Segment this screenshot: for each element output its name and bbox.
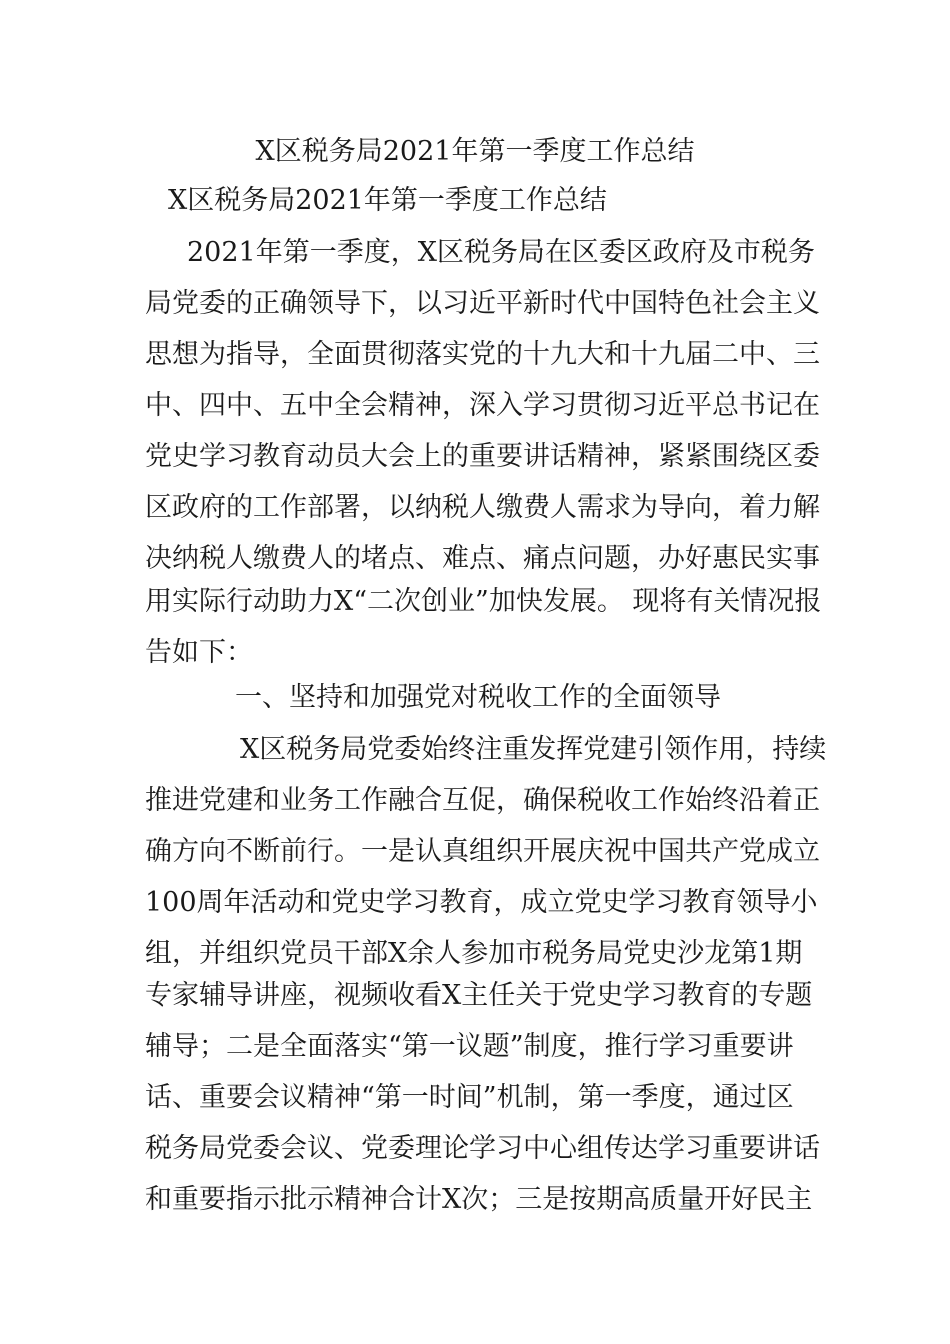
body-line: 党史学习教育动员大会上的重要讲话精神，紧紧围绕区委 bbox=[145, 441, 820, 472]
body-line: 确方向不断前行。一是认真组织开展庆祝中国共产党成立 bbox=[145, 836, 820, 867]
body-line: 中、四中、五中全会精神，深入学习贯彻习近平总书记在 bbox=[145, 390, 820, 421]
body-line: 告如下： bbox=[145, 637, 253, 668]
body-line: 思想为指导，全面贯彻落实党的十九大和十九届二中、三 bbox=[145, 339, 820, 370]
body-line: 推进党建和业务工作融合互促，确保税收工作始终沿着正 bbox=[145, 785, 820, 816]
body-line: 100周年活动和党史学习教育，成立党史学习教育领导小 bbox=[145, 887, 818, 918]
body-line: 和重要指示批示精神合计X次；三是按期高质量开好民主 bbox=[145, 1184, 813, 1215]
body-line: 局党委的正确领导下，以习近平新时代中国特色社会主义 bbox=[145, 288, 820, 319]
body-line: 区政府的工作部署，以纳税人缴费人需求为导向，着力解 bbox=[145, 492, 820, 523]
body-line: 决纳税人缴费人的堵点、难点、痛点问题，办好惠民实事 bbox=[145, 543, 820, 574]
body-line: X区税务局党委始终注重发挥党建引领作用，持续 bbox=[240, 734, 827, 765]
section-heading: 一、坚持和加强党对税收工作的全面领导 bbox=[235, 682, 721, 713]
body-line: 专家辅导讲座，视频收看X主任关于党史学习教育的专题 bbox=[145, 980, 813, 1011]
document-subtitle: X区税务局2021年第一季度工作总结 bbox=[168, 185, 607, 216]
body-line: 税务局党委会议、党委理论学习中心组传达学习重要讲话 bbox=[145, 1133, 820, 1164]
body-line: 组，并组织党员干部X余人参加市税务局党史沙龙第1期 bbox=[145, 938, 803, 969]
body-line: 话、重要会议精神“第一时间”机制，第一季度，通过区 bbox=[145, 1082, 794, 1113]
document-title: X区税务局2021年第一季度工作总结 bbox=[255, 136, 695, 167]
body-line: 用实际行动助力X“二次创业”加快发展。 现将有关情况报 bbox=[145, 586, 822, 617]
body-line: 2021年第一季度，X区税务局在区委区政府及市税务 bbox=[187, 237, 815, 268]
body-line: 辅导；二是全面落实“第一议题”制度，推行学习重要讲 bbox=[145, 1031, 794, 1062]
